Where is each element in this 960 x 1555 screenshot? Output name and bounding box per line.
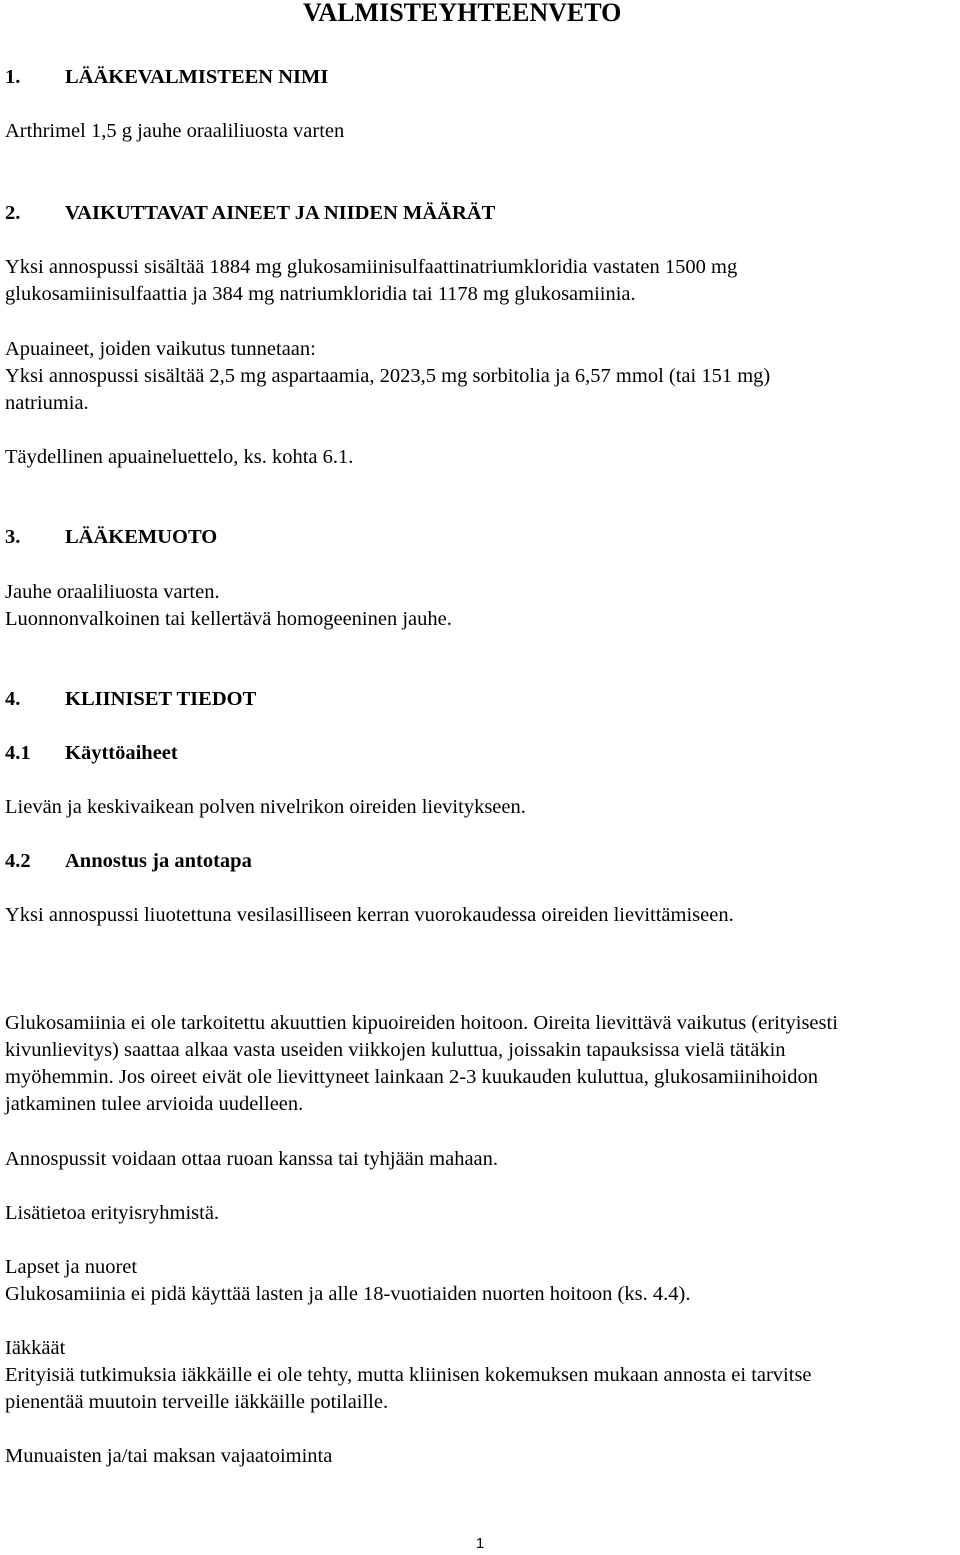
food-intake-text: Annospussit voidaan ottaa ruoan kanssa tai tyhjään mahaan. <box>5 1148 499 1170</box>
children-subheading: Lapset ja nuoret <box>5 1256 138 1278</box>
special-populations-text: Lisätietoa erityisryhmistä. <box>5 1202 220 1224</box>
text-line: Yksi annospussi sisältää 2,5 mg aspartaamia, 2023,5 mg sorbitolia ja 6,57 mmol (tai 151 mg) <box>5 365 771 387</box>
text-line: pienentää muutoin terveille iäkkäille potilaille. <box>5 1391 389 1413</box>
section-4-2-heading <box>5 848 252 875</box>
section-3-title: LÄÄKEMUOTO <box>65 526 218 548</box>
section-1-heading <box>5 64 328 91</box>
page-number: 1 <box>475 1535 485 1552</box>
elderly-paragraph <box>5 1335 960 1416</box>
excipient-list-reference: Täydellinen apuaineluettelo, ks. kohta 6.1. <box>5 446 354 468</box>
text-line: Yksi annospussi sisältää 1884 mg glukosamiinisulfaattinatriumkloridia vastaten 1500 mg <box>5 256 738 278</box>
children-paragraph <box>5 1254 960 1308</box>
text-line: jatkaminen tulee arvioida uudelleen. <box>5 1093 304 1115</box>
section-4-2-number: 4.2 <box>5 850 31 872</box>
section-3-number: 3. <box>5 526 21 548</box>
text-line: Jauhe oraaliliuosta varten. <box>5 581 220 603</box>
text-line: kivunlievitys) saattaa alkaa vasta useiden viikkojen kuluttua, joissakin tapauksissa vielä tätäkin <box>5 1039 786 1061</box>
section-4-1-heading <box>5 740 178 767</box>
section-2-number: 2. <box>5 202 21 224</box>
section-3-heading <box>5 524 217 551</box>
product-name: Arthrimel 1,5 g jauhe oraaliliuosta varten <box>5 120 345 142</box>
section-2-heading <box>5 200 495 227</box>
text-line: Erityisiä tutkimuksia iäkkäille ei ole tehty, mutta kliinisen kokemuksen mukaan annosta ei tarvitse <box>5 1364 812 1386</box>
indications-text: Lievän ja keskivaikean polven nivelrikon oireiden lievitykseen. <box>5 796 526 818</box>
dosage-text: Yksi annospussi liuotettuna vesilasilliseen kerran vuorokaudessa oireiden lievittämiseen. <box>5 904 734 926</box>
section-4-number: 4. <box>5 688 21 710</box>
renal-hepatic-subheading: Munuaisten ja/tai maksan vajaatoiminta <box>5 1445 333 1467</box>
text-line: Glukosamiinia ei pidä käyttää lasten ja alle 18-vuotiaiden nuorten hoitoon (ks. 4.4). <box>5 1283 691 1305</box>
text-line: glukosamiinisulfaattia ja 384 mg natriumkloridia tai 1178 mg glukosamiinia. <box>5 283 636 305</box>
section-4-1-number: 4.1 <box>5 742 31 764</box>
excipients-paragraph <box>5 336 960 417</box>
text-line: Luonnonvalkoinen tai kellertävä homogeeninen jauhe. <box>5 608 452 630</box>
section-2-title: VAIKUTTAVAT AINEET JA NIIDEN MÄÄRÄT <box>65 202 496 224</box>
section-1-title: LÄÄKEVALMISTEEN NIMI <box>65 66 329 88</box>
active-ingredients-paragraph <box>5 254 960 308</box>
section-4-2-title: Annostus ja antotapa <box>65 850 252 872</box>
section-4-title: KLIINISET TIEDOT <box>65 688 257 710</box>
glucosamine-usage-paragraph <box>5 1010 960 1118</box>
section-1-number: 1. <box>5 66 21 88</box>
pharmaceutical-form <box>5 579 960 633</box>
section-4-1-title: Käyttöaiheet <box>65 742 178 764</box>
section-4-heading <box>5 686 256 713</box>
text-line: myöhemmin. Jos oireet eivät ole lievittyneet lainkaan 2-3 kuukauden kuluttua, glukosamiinihoidon <box>5 1066 819 1088</box>
text-line: Glukosamiinia ei ole tarkoitettu akuuttien kipuoireiden hoitoon. Oireita lievittävä vaikutus (erityisesti <box>5 1012 838 1034</box>
text-line: natriumia. <box>5 392 89 414</box>
elderly-subheading: Iäkkäät <box>5 1337 66 1359</box>
document-title: VALMISTEYHTEENVETO <box>303 0 622 27</box>
text-line: Apuaineet, joiden vaikutus tunnetaan: <box>5 338 316 360</box>
